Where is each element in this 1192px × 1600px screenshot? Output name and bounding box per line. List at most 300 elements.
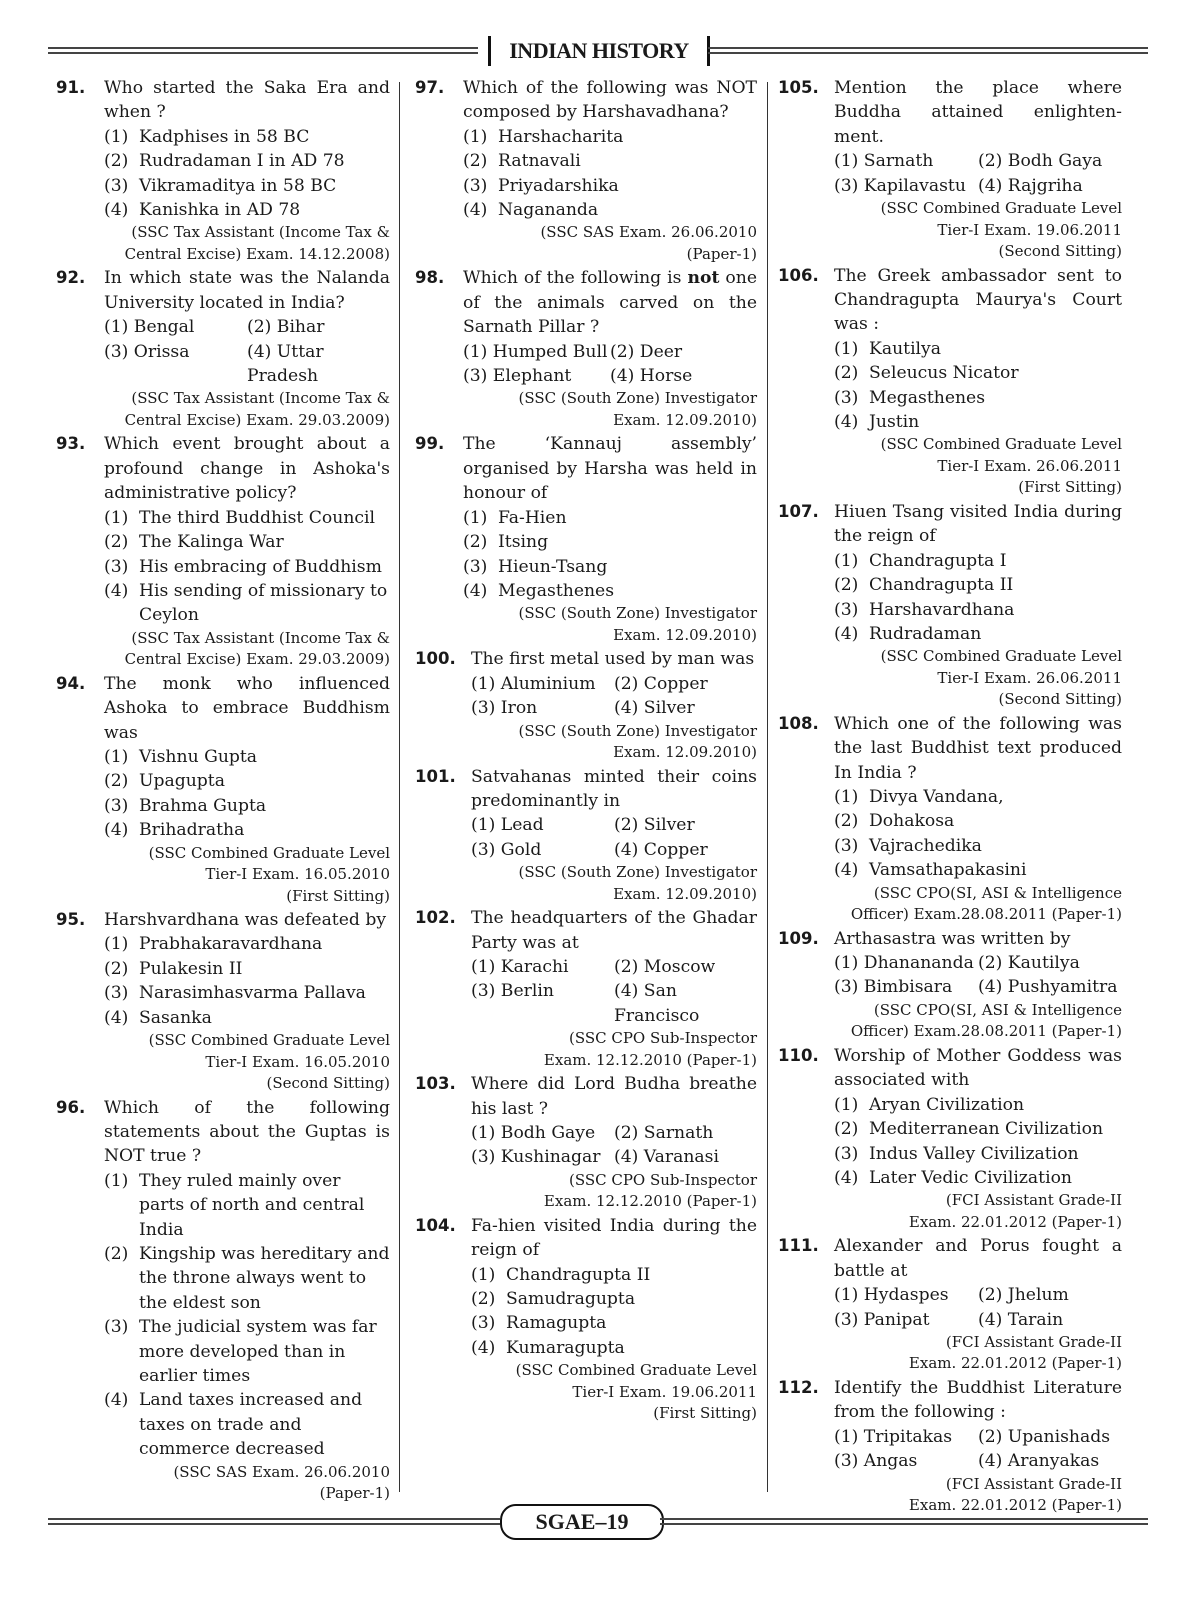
exam-source-line: (SSC Tax Assistant (Income Tax & <box>131 389 390 408</box>
exam-source <box>834 883 1122 926</box>
answer-option: (2) Deer <box>610 341 683 362</box>
exam-source <box>463 603 757 646</box>
option-number: (2) <box>104 958 129 979</box>
option-text: Priyadarshika <box>498 175 619 196</box>
answer-option: (1) Lead <box>471 815 544 836</box>
question-number: 111. <box>778 1236 819 1256</box>
answer-option <box>471 1336 757 1360</box>
exam-source <box>471 1028 757 1071</box>
option-number: (2) <box>471 1289 496 1310</box>
answer-option <box>104 932 390 956</box>
exam-source-line: (SSC (South Zone) Investigator <box>518 604 757 623</box>
answer-option <box>834 361 1122 385</box>
answer-option <box>463 530 757 554</box>
answer-option: (1) Dhanananda <box>834 953 974 974</box>
option-text: Ratnavali <box>498 151 581 172</box>
question-text-part: one of the animals carved on the Sarnath Pillar ? <box>463 268 757 338</box>
option-number: (4) <box>834 860 859 881</box>
question-text-emphasis: not <box>687 268 720 289</box>
option-number: (4) <box>104 1007 129 1028</box>
answer-option-row <box>834 1308 1122 1332</box>
answer-option <box>463 198 757 222</box>
option-text: Harshacharita <box>498 126 624 147</box>
question-item <box>415 1214 757 1425</box>
answer-option-row <box>471 838 757 862</box>
question-item <box>778 264 1122 499</box>
option-text: Upagupta <box>139 771 225 792</box>
option-number: (4) <box>104 820 129 841</box>
exam-source-line: (Second Sitting) <box>998 690 1122 709</box>
answer-option <box>834 1142 1122 1166</box>
exam-source-line: (SSC Tax Assistant (Income Tax & <box>131 223 390 242</box>
answer-option: (4) Pushyamitra <box>978 977 1118 998</box>
question-number: 105. <box>778 78 819 97</box>
footer-rule-left <box>48 1518 500 1525</box>
exam-source-line: (SSC Tax Assistant (Income Tax & <box>131 628 390 647</box>
answer-option-row <box>471 1145 757 1169</box>
exam-source <box>834 1000 1122 1043</box>
exam-source-line: Central Excise) Exam. 29.03.2009) <box>124 410 390 429</box>
answer-option <box>834 410 1122 434</box>
question-text: In which state was the Nalanda University located in India? <box>104 268 390 313</box>
option-number: (2) <box>834 575 859 596</box>
option-text: Land taxes increased and taxes on trade and commerce decreased <box>139 1390 363 1460</box>
answer-option-row <box>834 174 1122 198</box>
question-item <box>415 647 757 763</box>
answer-option: (1) Bengal <box>104 317 195 338</box>
option-number: (4) <box>463 580 488 601</box>
answer-option <box>834 1093 1122 1117</box>
answer-option <box>834 622 1122 646</box>
option-text: Seleucus Nicator <box>869 363 1019 384</box>
option-text: Sasanka <box>139 1007 212 1028</box>
option-number: (1) <box>834 787 859 808</box>
exam-source-line: (SSC Combined Graduate Level <box>148 843 390 862</box>
option-text: Indus Valley Civilization <box>869 1143 1079 1164</box>
question-number: 91. <box>56 78 86 97</box>
option-text: Chandragupta I <box>869 550 1007 571</box>
question-text: The headquarters of the Ghadar Party was at <box>471 908 757 953</box>
option-text: Rudradaman <box>869 623 982 644</box>
answer-option <box>104 745 390 769</box>
answer-option <box>834 573 1122 597</box>
answer-option <box>104 555 390 579</box>
page-number: SGAE–19 <box>535 1509 629 1534</box>
exam-source-line: (First Sitting) <box>286 886 390 905</box>
question-text: The ‘Kannauj assembly’ organised by Harsha was held in honour of <box>463 434 757 504</box>
question-number: 104. <box>415 1215 456 1235</box>
exam-source-line: Exam. 22.01.2012 (Paper-1) <box>908 1496 1122 1515</box>
answer-option: (3) Gold <box>471 839 542 860</box>
answer-option: (4) Horse <box>610 366 693 387</box>
exam-source-line: Tier-I Exam. 26.06.2011 <box>937 456 1122 475</box>
option-number: (4) <box>834 623 859 644</box>
exam-source-line: (FCI Assistant Grade-II <box>945 1191 1122 1210</box>
exam-source-line: Tier-I Exam. 16.05.2010 <box>205 1052 390 1071</box>
question-text: Which event brought about a profound change in Ashoka's administrative policy? <box>104 434 390 504</box>
question-number: 106. <box>778 265 819 285</box>
answer-option: (1) Sarnath <box>834 151 934 172</box>
header-title-box <box>488 36 710 66</box>
answer-option: (4) Rajgriha <box>978 175 1083 196</box>
answer-option: (4) Copper <box>614 839 708 860</box>
answer-option: (3) Panipat <box>834 1309 930 1330</box>
exam-source-line: Exam. 12.09.2010) <box>613 743 757 762</box>
option-text: Kautilya <box>869 338 942 359</box>
page-header <box>48 36 1148 66</box>
exam-source-line: Officer) Exam.28.08.2011 (Paper-1) <box>850 905 1122 924</box>
answer-option: (1) Tripitakas <box>834 1426 953 1447</box>
exam-source <box>834 1332 1122 1375</box>
question-item <box>415 432 757 646</box>
exam-source-line: Exam. 12.12.2010 (Paper-1) <box>543 1192 757 1211</box>
answer-option: (4) Silver <box>614 698 695 719</box>
question-number: 101. <box>415 766 456 786</box>
answer-option: (3) Berlin <box>471 981 554 1002</box>
answer-option: (3) Kapilavastu <box>834 175 966 196</box>
question-text: Where did Lord Budha breathe his last ? <box>471 1074 757 1119</box>
answer-option-row <box>834 1425 1122 1449</box>
option-text: Rudradaman I in AD 78 <box>139 151 345 172</box>
answer-option <box>463 506 757 530</box>
question-item <box>778 1234 1122 1375</box>
answer-option-row <box>834 975 1122 999</box>
question-number: 103. <box>415 1074 456 1094</box>
option-number: (2) <box>104 1244 129 1265</box>
exam-source-line: Exam. 12.12.2010 (Paper-1) <box>543 1050 757 1069</box>
answer-option <box>463 555 757 579</box>
option-number: (2) <box>834 363 859 384</box>
answer-option <box>104 818 390 842</box>
answer-option <box>834 549 1122 573</box>
answer-option: (3) Elephant <box>463 366 572 387</box>
question-item <box>56 672 390 907</box>
exam-source-line: (SSC CPO(SI, ASI & Intelligence <box>873 883 1122 902</box>
option-number: (2) <box>463 151 488 172</box>
answer-option <box>834 386 1122 410</box>
page-footer <box>48 1504 1148 1540</box>
option-number: (1) <box>104 934 129 955</box>
answer-option <box>834 1166 1122 1190</box>
question-number: 92. <box>56 268 86 288</box>
exam-source <box>471 862 757 905</box>
exam-source-line: (SSC (South Zone) Investigator <box>518 721 757 740</box>
option-number: (2) <box>104 532 129 553</box>
option-number: (3) <box>104 175 129 196</box>
option-text: Samudragupta <box>506 1289 636 1310</box>
exam-source-line: Exam. 12.09.2010) <box>613 884 757 903</box>
option-number: (3) <box>834 599 859 620</box>
option-text: Hieun-Tsang <box>498 556 608 577</box>
exam-source-line: (FCI Assistant Grade-II <box>945 1474 1122 1493</box>
exam-source-line: (First Sitting) <box>1018 478 1122 497</box>
answer-option: (1) Hydaspes <box>834 1285 949 1306</box>
option-number: (4) <box>104 580 129 601</box>
answer-option <box>104 1169 390 1242</box>
option-text: They ruled mainly over parts of north and central India <box>139 1170 365 1240</box>
option-text: Fa-Hien <box>498 507 567 528</box>
exam-source-line: (SSC SAS Exam. 26.06.2010 <box>173 1462 390 1481</box>
answer-option <box>834 1117 1122 1141</box>
answer-option: (4) Tarain <box>978 1309 1064 1330</box>
option-number: (3) <box>104 983 129 1004</box>
answer-option <box>834 785 1122 809</box>
question-item <box>415 76 757 265</box>
question-number: 96. <box>56 1097 86 1117</box>
exam-source-line: Central Excise) Exam. 29.03.2009) <box>124 650 390 669</box>
option-number: (3) <box>834 1143 859 1164</box>
answer-option-row <box>471 672 757 696</box>
option-text: Kadphises in 58 BC <box>139 126 310 147</box>
answer-option-row <box>471 696 757 720</box>
exam-source-line: (SSC CPO Sub-Inspector <box>568 1170 757 1189</box>
answer-option-row <box>471 955 757 979</box>
answer-option <box>104 174 390 198</box>
question-item <box>778 712 1122 926</box>
question-item <box>778 1376 1122 1517</box>
exam-source-line: (FCI Assistant Grade-II <box>945 1332 1122 1351</box>
column-1 <box>56 76 390 1506</box>
question-number: 100. <box>415 649 456 669</box>
answer-option <box>104 1315 390 1388</box>
option-number: (1) <box>834 550 859 571</box>
option-text: Nagananda <box>498 200 599 221</box>
question-number: 98. <box>415 268 445 288</box>
option-number: (3) <box>834 387 859 408</box>
question-item <box>778 76 1122 263</box>
answer-option <box>104 1388 390 1461</box>
question-text <box>463 266 757 339</box>
question-text: Alexander and Porus fought a battle at <box>834 1236 1122 1281</box>
answer-option <box>104 794 390 818</box>
exam-source <box>471 721 757 764</box>
question-text: Satvahanas minted their coins predominantly in <box>471 766 757 811</box>
footer-rule-right <box>660 1518 1148 1525</box>
option-text: Justin <box>869 411 920 432</box>
option-number: (3) <box>104 795 129 816</box>
answer-option <box>104 530 390 554</box>
option-text: Vamsathapakasini <box>869 860 1027 881</box>
option-number: (4) <box>463 200 488 221</box>
answer-option: (3) Orissa <box>104 341 190 362</box>
question-item <box>415 765 757 906</box>
answer-option: (3) Iron <box>471 698 538 719</box>
exam-source-line: Officer) Exam.28.08.2011 (Paper-1) <box>850 1022 1122 1041</box>
answer-option-row <box>463 340 757 364</box>
option-text: Brahma Gupta <box>139 795 267 816</box>
question-text: Hiuen Tsang visited India during the reign of <box>834 501 1122 547</box>
option-text: Harshavardhana <box>869 599 1015 620</box>
option-number: (3) <box>104 1317 129 1338</box>
exam-source <box>104 1030 390 1095</box>
answer-option <box>834 809 1122 833</box>
answer-option-row <box>834 149 1122 173</box>
option-text: Chandragupta II <box>869 575 1014 596</box>
answer-option <box>471 1311 757 1335</box>
answer-option-row <box>834 951 1122 975</box>
exam-source <box>104 222 390 265</box>
option-text: Aryan Civilization <box>869 1094 1025 1115</box>
answer-option <box>463 174 757 198</box>
question-item <box>778 927 1122 1043</box>
question-number: 110. <box>778 1045 819 1065</box>
option-number: (1) <box>834 1094 859 1115</box>
option-number: (2) <box>834 811 859 832</box>
exam-source-line: Tier-I Exam. 26.06.2011 <box>937 668 1122 687</box>
question-item <box>56 1096 390 1505</box>
exam-source-line: Central Excise) Exam. 14.12.2008) <box>124 244 390 263</box>
option-text: Vajrachedika <box>869 835 982 856</box>
answer-option <box>104 198 390 222</box>
option-number: (1) <box>463 126 488 147</box>
question-item <box>56 76 390 265</box>
question-number: 93. <box>56 434 86 454</box>
answer-option-row <box>463 364 757 388</box>
header-rule-left <box>48 47 478 54</box>
option-number: (4) <box>834 411 859 432</box>
exam-source-line: Exam. 22.01.2012 (Paper-1) <box>908 1354 1122 1373</box>
answer-option: (3) Kushinagar <box>471 1147 601 1168</box>
answer-option <box>104 769 390 793</box>
answer-option: (1) Bodh Gaye <box>471 1123 596 1143</box>
exam-source <box>104 388 390 431</box>
answer-option: (2) Jhelum <box>978 1285 1069 1306</box>
question-text: Harshvardhana was defeated by <box>104 910 387 931</box>
option-text: Chandragupta II <box>506 1264 651 1285</box>
exam-source-line: (Paper-1) <box>319 1484 390 1503</box>
exam-source-line: Exam. 22.01.2012 (Paper-1) <box>908 1212 1122 1231</box>
option-number: (1) <box>463 507 488 528</box>
answer-option: (2) Bihar <box>247 317 325 338</box>
exam-source-line: Tier-I Exam. 19.06.2011 <box>572 1382 757 1401</box>
exam-source-line: (SSC (South Zone) Investigator <box>518 389 757 408</box>
answer-option <box>104 981 390 1005</box>
option-text: The third Buddhist Council <box>139 507 376 528</box>
answer-option <box>104 506 390 530</box>
exam-source-line: Tier-I Exam. 16.05.2010 <box>205 865 390 884</box>
page-number-badge <box>500 1504 664 1540</box>
answer-option <box>463 125 757 149</box>
option-number: (1) <box>834 338 859 359</box>
question-item <box>56 432 390 670</box>
question-item <box>415 906 757 1071</box>
option-text: Megasthenes <box>869 387 986 408</box>
question-number: 109. <box>778 928 819 948</box>
option-text: Brihadratha <box>139 820 245 841</box>
question-number: 108. <box>778 713 819 733</box>
answer-option: (3) Bimbisara <box>834 977 953 998</box>
answer-option-row <box>471 1121 757 1145</box>
option-text: Narasimhasvarma Pallava <box>139 983 366 1004</box>
exam-source <box>834 434 1122 499</box>
answer-option <box>834 598 1122 622</box>
option-text: Ramagupta <box>506 1313 607 1334</box>
option-number: (4) <box>471 1337 496 1358</box>
answer-option-row <box>471 979 757 1028</box>
question-text: The first metal used by man was <box>471 649 755 670</box>
option-text: His sending of missionary to Ceylon <box>139 580 388 626</box>
exam-source <box>104 843 390 908</box>
exam-source-line: (SSC Combined Graduate Level <box>880 435 1122 454</box>
question-item <box>56 908 390 1095</box>
answer-option: (4) Uttar Pradesh <box>247 341 324 387</box>
exam-source <box>463 222 757 265</box>
question-item <box>415 1072 757 1213</box>
option-text: Pulakesin II <box>139 958 243 979</box>
answer-option: (2) Kautilya <box>978 953 1080 974</box>
question-number: 107. <box>778 501 819 521</box>
answer-option <box>463 579 757 603</box>
answer-option <box>104 1006 390 1030</box>
option-text: Megasthenes <box>498 580 615 601</box>
option-text: His embracing of Buddhism <box>139 556 382 577</box>
option-number: (2) <box>463 532 488 553</box>
answer-option: (2) Copper <box>614 673 708 694</box>
answer-option: (2) Upanishads <box>978 1426 1111 1447</box>
question-text: Which of the following was NOT composed by Harshavadhana? <box>463 78 757 123</box>
answer-option <box>834 834 1122 858</box>
option-number: (4) <box>104 1390 129 1411</box>
exam-source-line: (SSC Combined Graduate Level <box>515 1361 757 1380</box>
question-text: The Greek ambassador sent to Chandragupta Maurya's Court was : <box>834 265 1122 335</box>
option-number: (1) <box>471 1264 496 1285</box>
option-text: The Kalinga War <box>139 532 284 553</box>
exam-source-line: Tier-I Exam. 19.06.2011 <box>937 220 1122 239</box>
exam-source <box>104 628 390 671</box>
option-number: (2) <box>834 1119 859 1140</box>
question-item <box>778 500 1122 711</box>
answer-option: (2) Bodh Gaya <box>978 151 1103 172</box>
option-number: (4) <box>834 1167 859 1188</box>
exam-source <box>834 646 1122 711</box>
question-text: Which of the following statements about the Guptas is NOT true ? <box>104 1097 390 1167</box>
question-text: The monk who influenced Ashoka to embrace Buddhism was <box>104 673 390 743</box>
option-text: Mediterranean Civilization <box>869 1119 1104 1140</box>
question-text: Arthasastra was written by <box>834 928 1071 949</box>
option-text: Kingship was hereditary and the throne always went to the eldest son <box>139 1244 390 1313</box>
question-item <box>778 1044 1122 1233</box>
option-number: (2) <box>104 151 129 172</box>
question-number: 97. <box>415 78 445 97</box>
answer-option: (2) Silver <box>614 815 695 836</box>
question-number: 94. <box>56 673 86 693</box>
answer-option <box>104 125 390 149</box>
answer-option <box>104 1242 390 1315</box>
exam-source-line: (Paper-1) <box>686 244 757 263</box>
question-text: Identify the Buddhist Literature from the following : <box>834 1377 1122 1423</box>
answer-option: (3) Angas <box>834 1451 918 1472</box>
option-number: (1) <box>104 1170 129 1191</box>
question-number: 95. <box>56 910 86 930</box>
option-number: (1) <box>104 126 129 147</box>
option-number: (1) <box>104 746 129 767</box>
question-item <box>415 266 757 431</box>
question-text: Which one of the following was the last Buddhist text produced In India ? <box>834 713 1122 783</box>
answer-option: (2) Moscow <box>614 956 716 977</box>
column-divider <box>767 82 768 1492</box>
header-rule-right <box>708 47 1148 54</box>
exam-source <box>834 198 1122 263</box>
answer-option-row <box>471 813 757 837</box>
option-text: Kanishka in AD 78 <box>139 200 301 221</box>
question-text-part: Which of the following is <box>463 268 688 289</box>
exam-source-line: (Second Sitting) <box>998 242 1122 261</box>
exam-source-line: (Second Sitting) <box>266 1074 390 1093</box>
exam-source-line: (SSC CPO(SI, ASI & Intelligence <box>873 1000 1122 1019</box>
option-text: Itsing <box>498 532 549 553</box>
answer-option: (1) Karachi <box>471 956 569 977</box>
option-number: (3) <box>471 1313 496 1334</box>
